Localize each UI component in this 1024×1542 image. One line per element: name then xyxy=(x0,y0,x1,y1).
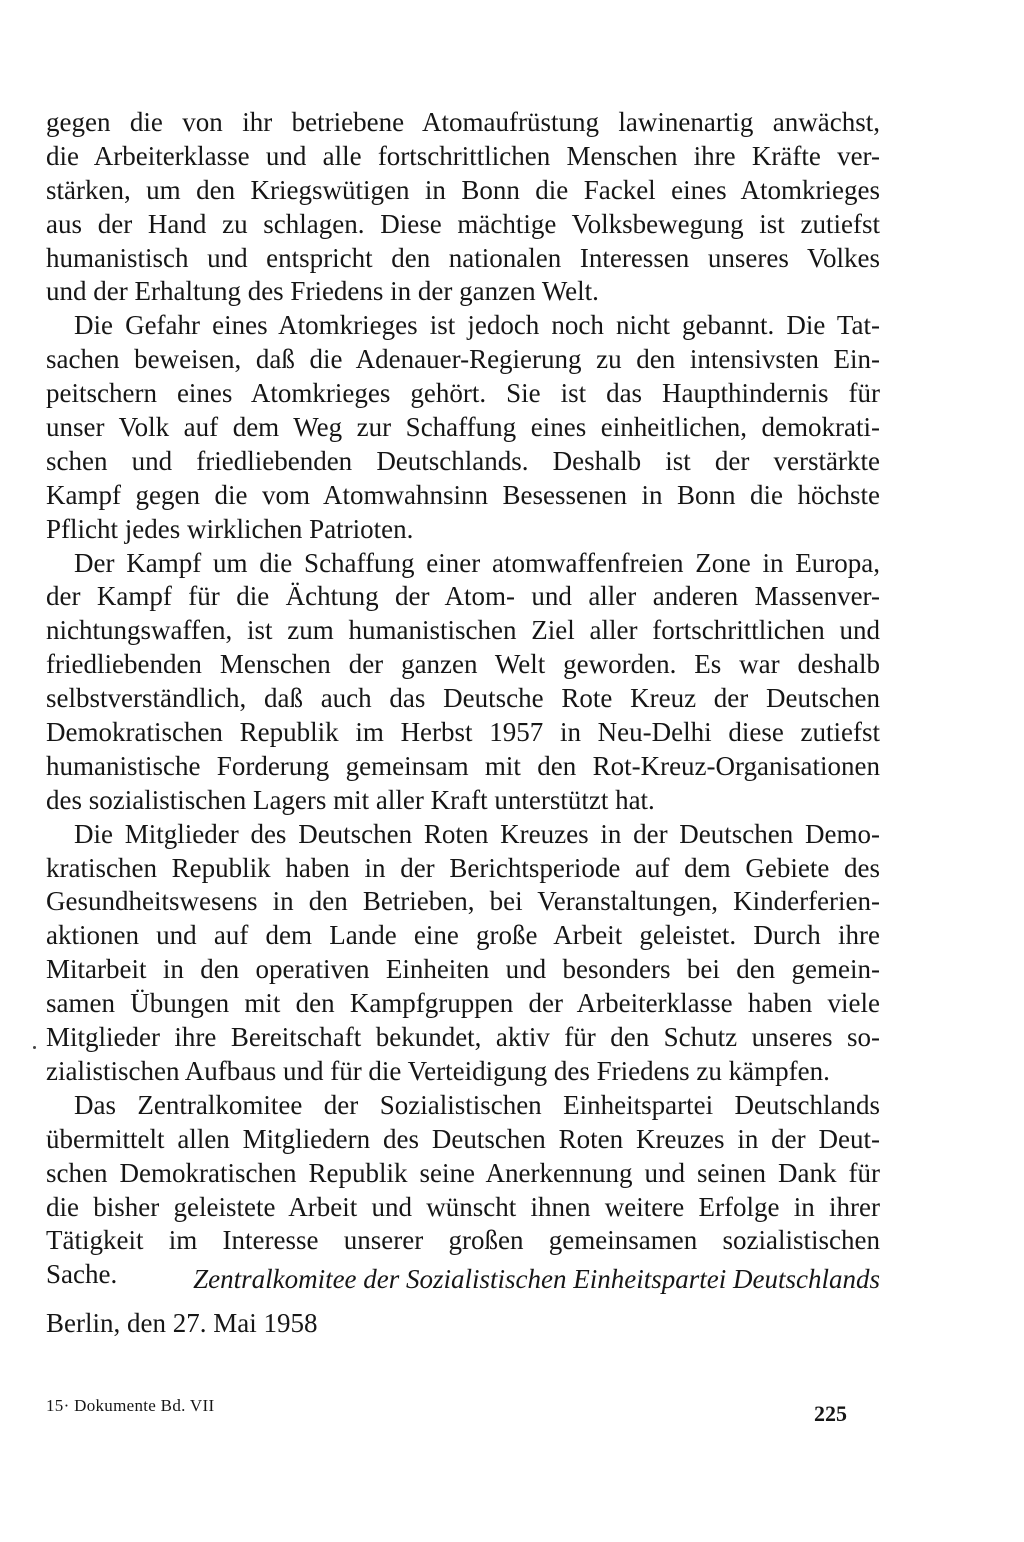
text-line: die bisher geleistete Arbeit und wünscht ihnen weitere Erfolge in ihrer xyxy=(46,1191,880,1222)
text-line: Die Gefahr eines Atomkrieges ist jedoch noch nicht gebannt. Die Tat- xyxy=(74,310,880,341)
text-line: unser Volk auf dem Weg zur Schaffung eines einheitlichen, demokrati- xyxy=(46,412,880,443)
text-line: sachen beweisen, daß die Adenauer-Regierung zu den intensivsten Ein- xyxy=(46,344,880,375)
footer-volume-label: 15· Dokumente Bd. VII xyxy=(46,1396,215,1415)
text-line: Mitarbeit in den operativen Einheiten und besonders bei den gemein- xyxy=(46,954,880,985)
text-line: Der Kampf um die Schaffung einer atomwaffenfreien Zone in Europa, xyxy=(74,547,880,578)
text-line: peitschern eines Atomkrieges gehört. Sie ist das Haupthindernis für xyxy=(46,378,880,409)
text-line: aus der Hand zu schlagen. Diese mächtige Volksbewegung ist zutiefst xyxy=(46,208,880,239)
text-line: samen Übungen mit den Kampfgruppen der Arbeiterklasse haben viele xyxy=(46,988,880,1019)
text-line: Die Mitglieder des Deutschen Roten Kreuzes in der Deutschen Demo- xyxy=(74,818,880,849)
text-line: gegen die von ihr betriebene Atomaufrüstung lawinenartig anwächst, xyxy=(46,107,880,137)
body-text xyxy=(46,106,880,1292)
text-line: aktionen und auf dem Lande eine große Arbeit geleistet. Durch ihre xyxy=(46,920,880,951)
text-line: humanistische Forderung gemeinsam mit den Rot-Kreuz-Organisationen xyxy=(46,750,880,781)
text-line: zialistischen Aufbaus und für die Verteidigung des Friedens zu kämpfen. xyxy=(46,1055,830,1086)
text-line: friedliebenden Menschen der ganzen Welt geworden. Es war deshalb xyxy=(46,649,880,680)
text-line: übermittelt allen Mitgliedern des Deutschen Roten Kreuzes in der Deut- xyxy=(46,1123,880,1154)
print-speck xyxy=(33,1046,36,1049)
text-line: Das Zentralkomitee der Sozialistischen Einheitspartei Deutschlands xyxy=(74,1089,880,1120)
text-line: humanistisch und entspricht den nationalen Interessen unseres Volkes xyxy=(46,242,880,273)
text-line: Demokratischen Republik im Herbst 1957 in Neu-Delhi diese zutiefst xyxy=(46,717,880,748)
text-line: schen und friedliebenden Deutschlands. Deshalb ist der verstärkte xyxy=(46,445,880,476)
text-line: nichtungswaffen, ist zum humanistischen Ziel aller fortschrittlichen und xyxy=(46,615,880,646)
text-line: selbstverständlich, daß auch das Deutsche Rote Kreuz der Deutschen xyxy=(46,683,880,714)
text-line: Gesundheitswesens in den Betrieben, bei Veranstaltungen, Kinderferien- xyxy=(46,886,880,917)
text-line: die Arbeiterklasse und alle fortschrittlichen Menschen ihre Kräfte ver- xyxy=(46,140,880,171)
signature: Zentralkomitee der Sozialistischen Einheitspartei Deutschlands xyxy=(193,1264,880,1294)
text-line: schen Demokratischen Republik seine Anerkennung und seinen Dank für xyxy=(46,1157,880,1188)
text-line: Pflicht jedes wirklichen Patrioten. xyxy=(46,513,414,544)
text-line: und der Erhaltung des Friedens in der ganzen Welt. xyxy=(46,276,599,307)
text-line: Mitglieder ihre Bereitschaft bekundet, aktiv für den Schutz unseres so- xyxy=(46,1022,880,1053)
text-line: stärken, um den Kriegswütigen in Bonn die Fackel eines Atomkrieges xyxy=(46,174,880,205)
text-line: des sozialistischen Lagers mit aller Kraft unterstützt hat. xyxy=(46,784,655,815)
page-number: 225 xyxy=(814,1401,847,1426)
text-line: Tätigkeit im Interesse unserer großen gemeinsamen sozialistischen xyxy=(46,1225,880,1256)
text-line: kratischen Republik haben in der Berichtsperiode auf dem Gebiete des xyxy=(46,852,880,883)
text-line: Sache. xyxy=(46,1259,118,1290)
date-line: Berlin, den 27. Mai 1958 xyxy=(46,1308,318,1338)
text-line: der Kampf für die Ächtung der Atom- und aller anderen Massenver- xyxy=(46,581,880,612)
text-line: Kampf gegen die vom Atomwahnsinn Besessenen in Bonn die höchste xyxy=(46,479,880,510)
